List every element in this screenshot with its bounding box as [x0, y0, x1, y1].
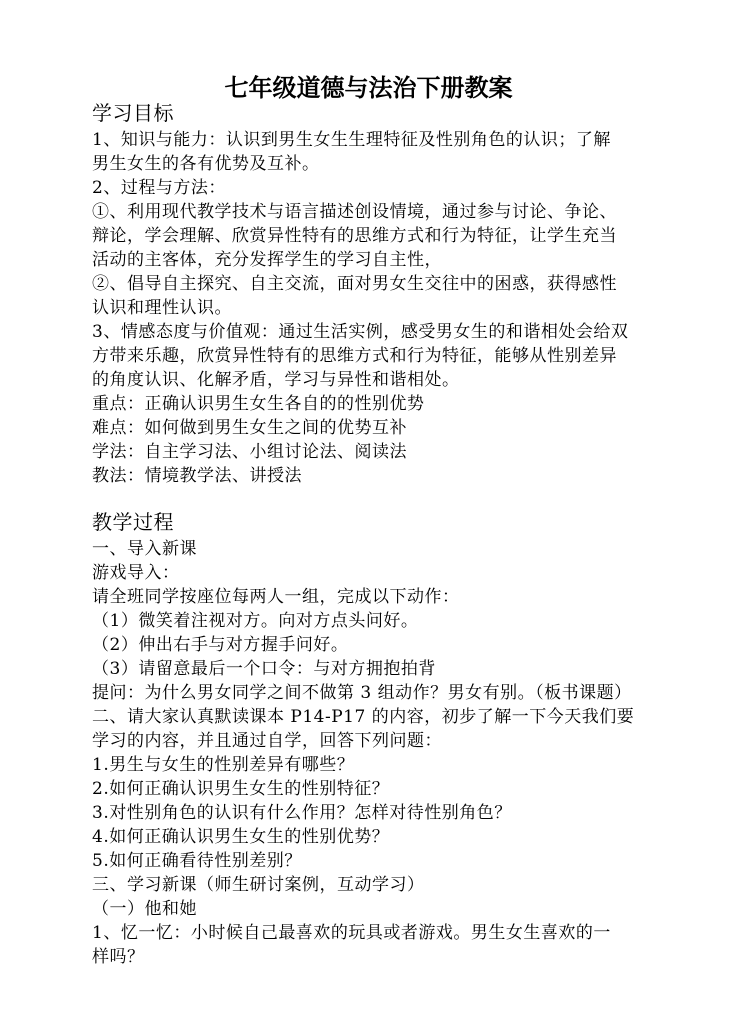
text-line: 2、过程与方法： [92, 178, 226, 198]
teaching-method-line: 教法：情境教学法、讲授法 [92, 466, 302, 486]
text-line: 二、请大家认真默读课本 P14-P17 的内容，初步了解一下今天我们要 [92, 707, 635, 727]
text-line: ①、利用现代教学技术与语言描述创设情境，通过参与讨论、争论、 [92, 202, 617, 222]
text-line: 三、学习新课（师生研讨案例，互动学习） [92, 875, 425, 895]
question-line: 1.男生与女生的性别差异有哪些？ [92, 755, 355, 775]
text-line: 学习的内容，并且通过自学，回答下列问题： [92, 731, 442, 751]
section-heading-teaching-process: 教学过程 [92, 510, 174, 534]
text-line: 3、情感态度与价值观：通过生活实例，感受男女生的和谐相处会给双 [92, 322, 629, 342]
text-line: 一、导入新课 [92, 539, 197, 559]
text-line: （3）请留意最后一个口令：与对方拥抱拍背 [92, 659, 436, 679]
learning-method-line: 学法：自主学习法、小组讨论法、阅读法 [92, 442, 407, 462]
text-line: （1）微笑着注视对方。向对方点头问好。 [92, 611, 419, 631]
text-line: 样吗？ [92, 947, 145, 967]
text-line: （2）伸出右手与对方握手问好。 [92, 635, 349, 655]
question-line: 2.如何正确认识男生女生的性别特征？ [92, 779, 390, 799]
text-line: 1、知识与能力：认识到男生女生生理特征及性别角色的认识；了解 [92, 130, 611, 150]
key-point-line: 重点：正确认识男生女生各自的的性别优势 [92, 394, 425, 414]
text-line: 方带来乐趣，欣赏异性特有的思维方式和行为特征，能够从性别差异 [92, 346, 617, 366]
text-line: ②、倡导自主探究、自主交流，面对男女生交往中的困惑，获得感性 [92, 274, 617, 294]
document-title: 七年级道德与法治下册教案 [224, 73, 513, 102]
text-line: 男生女生的各有优势及互补。 [92, 154, 320, 174]
text-line: 提问：为什么男女同学之间不做第 3 组动作？男女有别。（板书课题） [92, 683, 632, 703]
section-heading-learning-goals: 学习目标 [92, 101, 174, 125]
question-line: 5.如何正确看待性别差别？ [92, 851, 302, 871]
text-line: 的角度认识、化解矛盾，学习与异性和谐相处。 [92, 370, 460, 390]
text-line: 请全班同学按座位每两人一组，完成以下动作： [92, 587, 460, 607]
difficulty-line: 难点：如何做到男生女生之间的优势互补 [92, 418, 407, 438]
text-line: 认识和理性认识。 [92, 298, 232, 318]
text-line: 辩论，学会理解、欣赏异性特有的思维方式和行为特征，让学生充当 [92, 226, 617, 246]
question-line: 3.对性别角色的认识有什么作用？怎样对待性别角色？ [92, 803, 512, 823]
text-line: 游戏导入： [92, 563, 180, 583]
text-line: （一）他和她 [92, 899, 197, 919]
text-line: 1、忆一忆：小时候自己最喜欢的玩具或者游戏。男生女生喜欢的一 [92, 923, 611, 943]
question-line: 4.如何正确认识男生女生的性别优势？ [92, 827, 390, 847]
text-line: 活动的主客体，充分发挥学生的学习自主性， [92, 250, 442, 270]
